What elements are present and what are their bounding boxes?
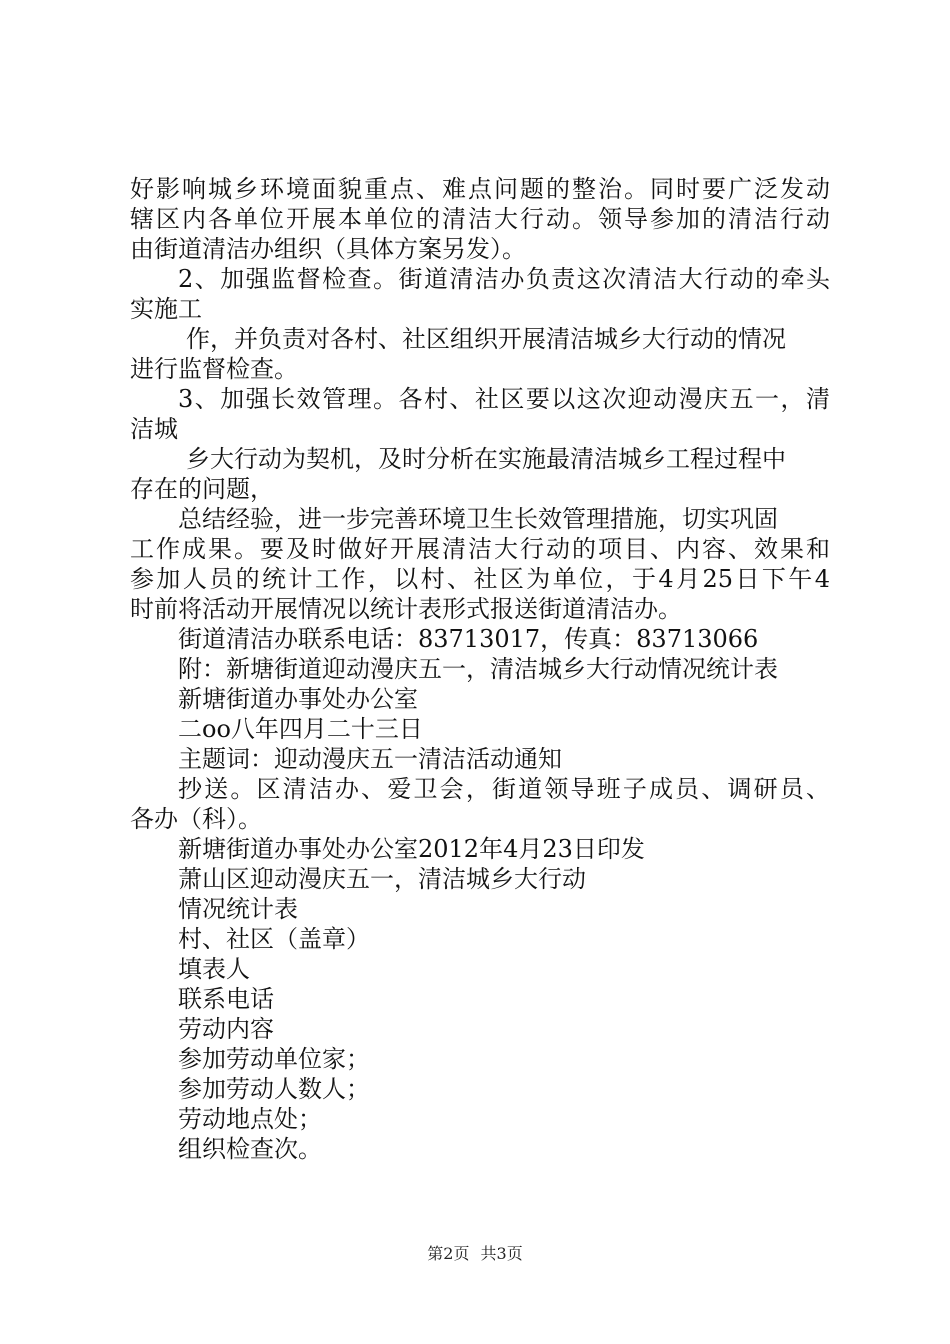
text-line: 工作成果。要及时做好开展清洁大行动的项目、内容、效果和 (130, 535, 830, 563)
subject-line: 主题词：迎动漫庆五一清洁活动通知 (178, 745, 562, 773)
date-line: 二oo八年四月二十三日 (178, 715, 423, 743)
table-title-line: 情况统计表 (178, 895, 298, 923)
form-field-line: 组织检查次。 (178, 1135, 322, 1163)
form-field-line: 村、社区（盖章） (178, 925, 370, 953)
cc-line-continued: 各办（科）。 (130, 805, 262, 833)
text-line: 总结经验，进一步完善环境卫生长效管理措施，切实巩固 (178, 505, 778, 533)
form-field-line: 劳动内容 (178, 1015, 274, 1043)
text-line: 进行监督检查。 (130, 355, 298, 383)
print-issue-line: 新塘街道办事处办公室2012年4月23日印发 (178, 835, 645, 863)
text-line: 存在的问题， (130, 475, 274, 503)
form-field-line: 联系电话 (178, 985, 274, 1013)
page-total: 共3页 (480, 1244, 523, 1263)
text-line: 时前将活动开展情况以统计表形式报送街道清洁办。 (130, 595, 682, 623)
text-line: 辖区内各单位开展本单位的清洁大行动。领导参加的清洁行动 (130, 205, 830, 233)
issuer-line: 新塘街道办事处办公室 (178, 685, 418, 713)
document-body (130, 174, 830, 1164)
text-line: 洁城 (130, 415, 178, 443)
contact-phone-line: 街道清洁办联系电话：83713017，传真：83713066 (178, 625, 759, 653)
attachment-line: 附：新塘街道迎动漫庆五一，清洁城乡大行动情况统计表 (178, 655, 778, 683)
page-footer (0, 1244, 950, 1264)
form-field-line: 填表人 (178, 955, 250, 983)
text-line: 3、加强长效管理。各村、社区要以这次迎动漫庆五一，清 (178, 385, 830, 413)
text-line: 实施工 (130, 295, 202, 323)
text-line: 参加人员的统计工作，以村、社区为单位，于4月25日下午4 (130, 565, 830, 593)
text-line: 作，并负责对各村、社区组织开展清洁城乡大行动的情况 (186, 325, 786, 353)
table-title-line: 萧山区迎动漫庆五一，清洁城乡大行动 (178, 865, 586, 893)
text-line: 好影响城乡环境面貌重点、难点问题的整治。同时要广泛发动 (130, 175, 830, 203)
text-line: 乡大行动为契机，及时分析在实施最清洁城乡工程过程中 (186, 445, 786, 473)
text-line: 由街道清洁办组织（具体方案另发）。 (130, 235, 526, 263)
form-field-line: 劳动地点处； (178, 1105, 322, 1133)
page-number: 第2页 (427, 1244, 470, 1263)
cc-line: 抄送。区清洁办、爱卫会，街道领导班子成员、调研员、 (178, 775, 830, 803)
form-field-line: 参加劳动人数人； (178, 1075, 370, 1103)
text-line: 2、加强监督检查。街道清洁办负责这次清洁大行动的牵头 (178, 265, 830, 293)
form-field-line: 参加劳动单位家； (178, 1045, 370, 1073)
